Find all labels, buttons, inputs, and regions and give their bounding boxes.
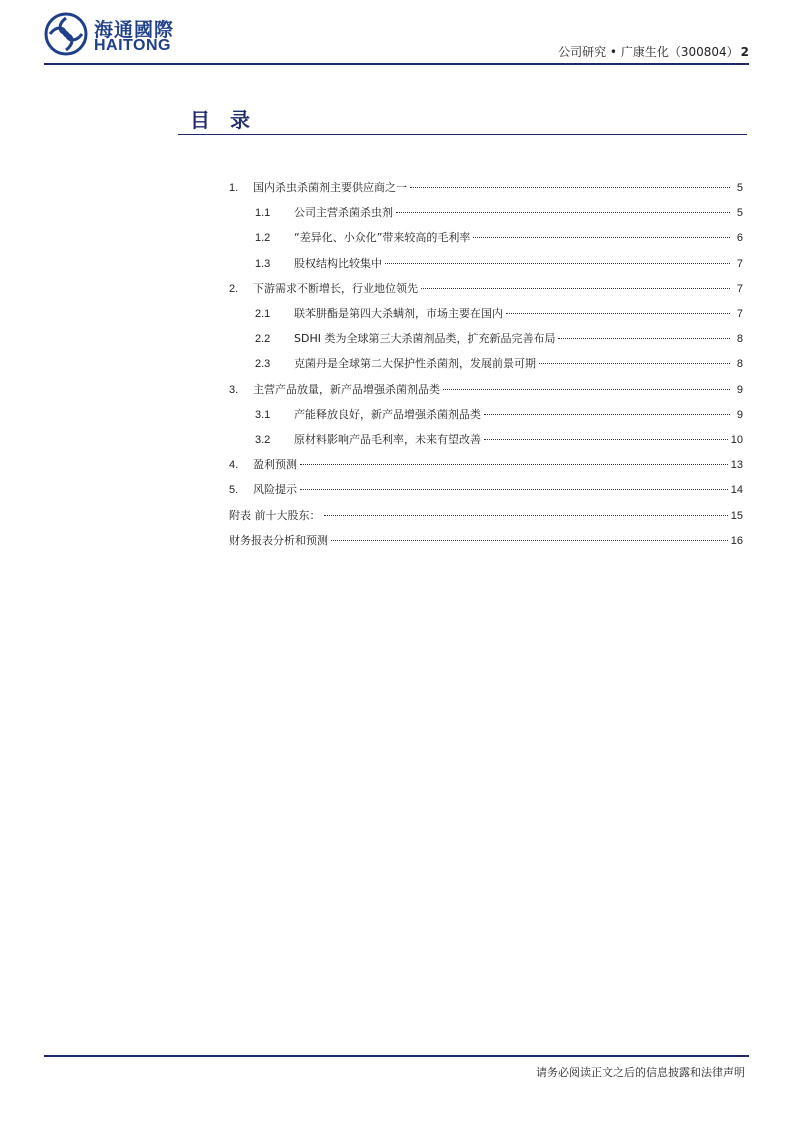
toc-entry-title: 附表 前十大股东： [229,508,321,522]
toc-entry-number: 3.2 [255,434,271,446]
toc-entry[interactable] [255,204,743,220]
toc-leader-dots [300,489,728,490]
toc-entry-page: 7 [736,257,743,270]
toc-entry-number: 1. [229,182,239,194]
toc-entry[interactable] [255,330,743,346]
toc-entry-page: 8 [736,358,743,371]
toc-entry[interactable] [229,456,743,472]
toc-entry-page: 7 [736,308,743,320]
legal-disclaimer: 请务必阅读正文之后的信息披露和法律声明 [536,1066,745,1079]
toc-entry[interactable] [229,532,743,548]
toc-entry-number: 4. [229,459,239,472]
header-divider [44,63,749,65]
toc-entry-page: 6 [736,232,743,245]
footer-divider [44,1055,749,1057]
toc-entry[interactable] [229,481,743,497]
toc-leader-dots [558,338,730,339]
toc-title: 目录 [190,108,270,132]
toc-entry-title: “差异化、小众化”带来较高的毛利率 [294,231,471,245]
toc-leader-dots [506,313,730,314]
toc-entry-title: 产能释放良好，新产品增强杀菌剂品类 [294,407,481,421]
toc-entry-page: 9 [736,408,743,421]
toc-entry-number: 1.3 [255,257,271,270]
toc-entry-number: 2.2 [255,333,271,346]
toc-leader-dots [331,540,728,541]
toc-entry-page: 13 [730,459,743,472]
toc-leader-dots [396,212,730,213]
toc-entry-title: 财务报表分析和预测 [229,533,328,547]
report-header [558,43,749,60]
toc-leader-dots [484,439,728,440]
toc-entry[interactable] [255,355,743,371]
toc-entry-title: 盈利预测 [253,458,297,472]
toc-entry-page: 10 [730,434,743,446]
toc-entry-number: 2. [229,282,239,295]
toc-entry-number: 2.3 [255,358,271,371]
toc-leader-dots [473,237,730,238]
toc-entry-page: 8 [736,333,743,346]
toc-entry-title: SDHI 类为全球第三大杀菌剂品类，扩充新品完善布局 [294,332,556,346]
toc-leader-dots [324,515,728,516]
toc-leader-dots [484,414,730,415]
logo-english-name: HAITONG [94,37,171,54]
toc-entry-title: 原材料影响产品毛利率，未来有望改善 [294,433,481,446]
toc-entry[interactable] [255,229,743,245]
toc-entry-number: 5. [229,484,239,497]
haitong-emblem-icon [44,12,88,56]
toc-entry-title: 公司主营杀菌杀虫剂 [294,206,393,220]
toc-entry-title: 联苯肼酯是第四大杀螨剂，市场主要在国内 [294,307,503,320]
toc-entry-page: 14 [730,484,743,497]
toc-entry-page: 9 [736,383,743,396]
toc-entry[interactable] [229,280,743,296]
toc-entry-page: 5 [736,207,743,220]
toc-entry-page: 7 [736,282,743,295]
toc-leader-dots [443,389,730,390]
toc-leader-dots [385,263,730,264]
toc-entry-number: 1.2 [255,232,271,245]
toc-entry-title: 国内杀虫杀菌剂主要供应商之一 [253,181,407,194]
toc-entry[interactable] [229,381,743,397]
toc-leader-dots [300,464,728,465]
toc-entry-title: 股权结构比较集中 [294,256,382,270]
toc-entry-number: 3. [229,383,239,396]
toc-entry-title: 下游需求不断增长，行业地位领先 [253,281,418,295]
toc-entry-title: 克菌丹是全球第二大保护性杀菌剂，发展前景可期 [294,357,536,371]
haitong-logo [44,12,194,56]
toc-entry[interactable] [229,179,743,195]
toc-entry-title: 风险提示 [253,483,297,497]
page-number: 2 [740,45,749,59]
logo-chinese-name: 海通國際 [94,19,175,41]
title-divider [178,134,747,135]
toc-entry-title: 主营产品放量，新产品增强杀菌剂品类 [253,382,440,396]
toc-entry-page: 15 [730,509,743,522]
toc-leader-dots [421,288,730,289]
toc-entry[interactable] [255,305,743,321]
toc-entry[interactable] [255,406,743,422]
toc-leader-dots [410,187,730,188]
toc-entry-page: 5 [736,182,743,194]
toc-entry[interactable] [229,507,743,523]
toc-entry-page: 16 [730,534,743,547]
toc-leader-dots [539,363,730,364]
toc-entry-number: 2.1 [255,308,271,320]
toc-entry[interactable] [255,431,743,447]
toc-entry[interactable] [255,255,743,271]
report-type: 公司研究 • 广康生化（300804） [558,45,739,59]
toc-entry-number: 1.1 [255,207,271,220]
toc-entry-number: 3.1 [255,408,271,421]
